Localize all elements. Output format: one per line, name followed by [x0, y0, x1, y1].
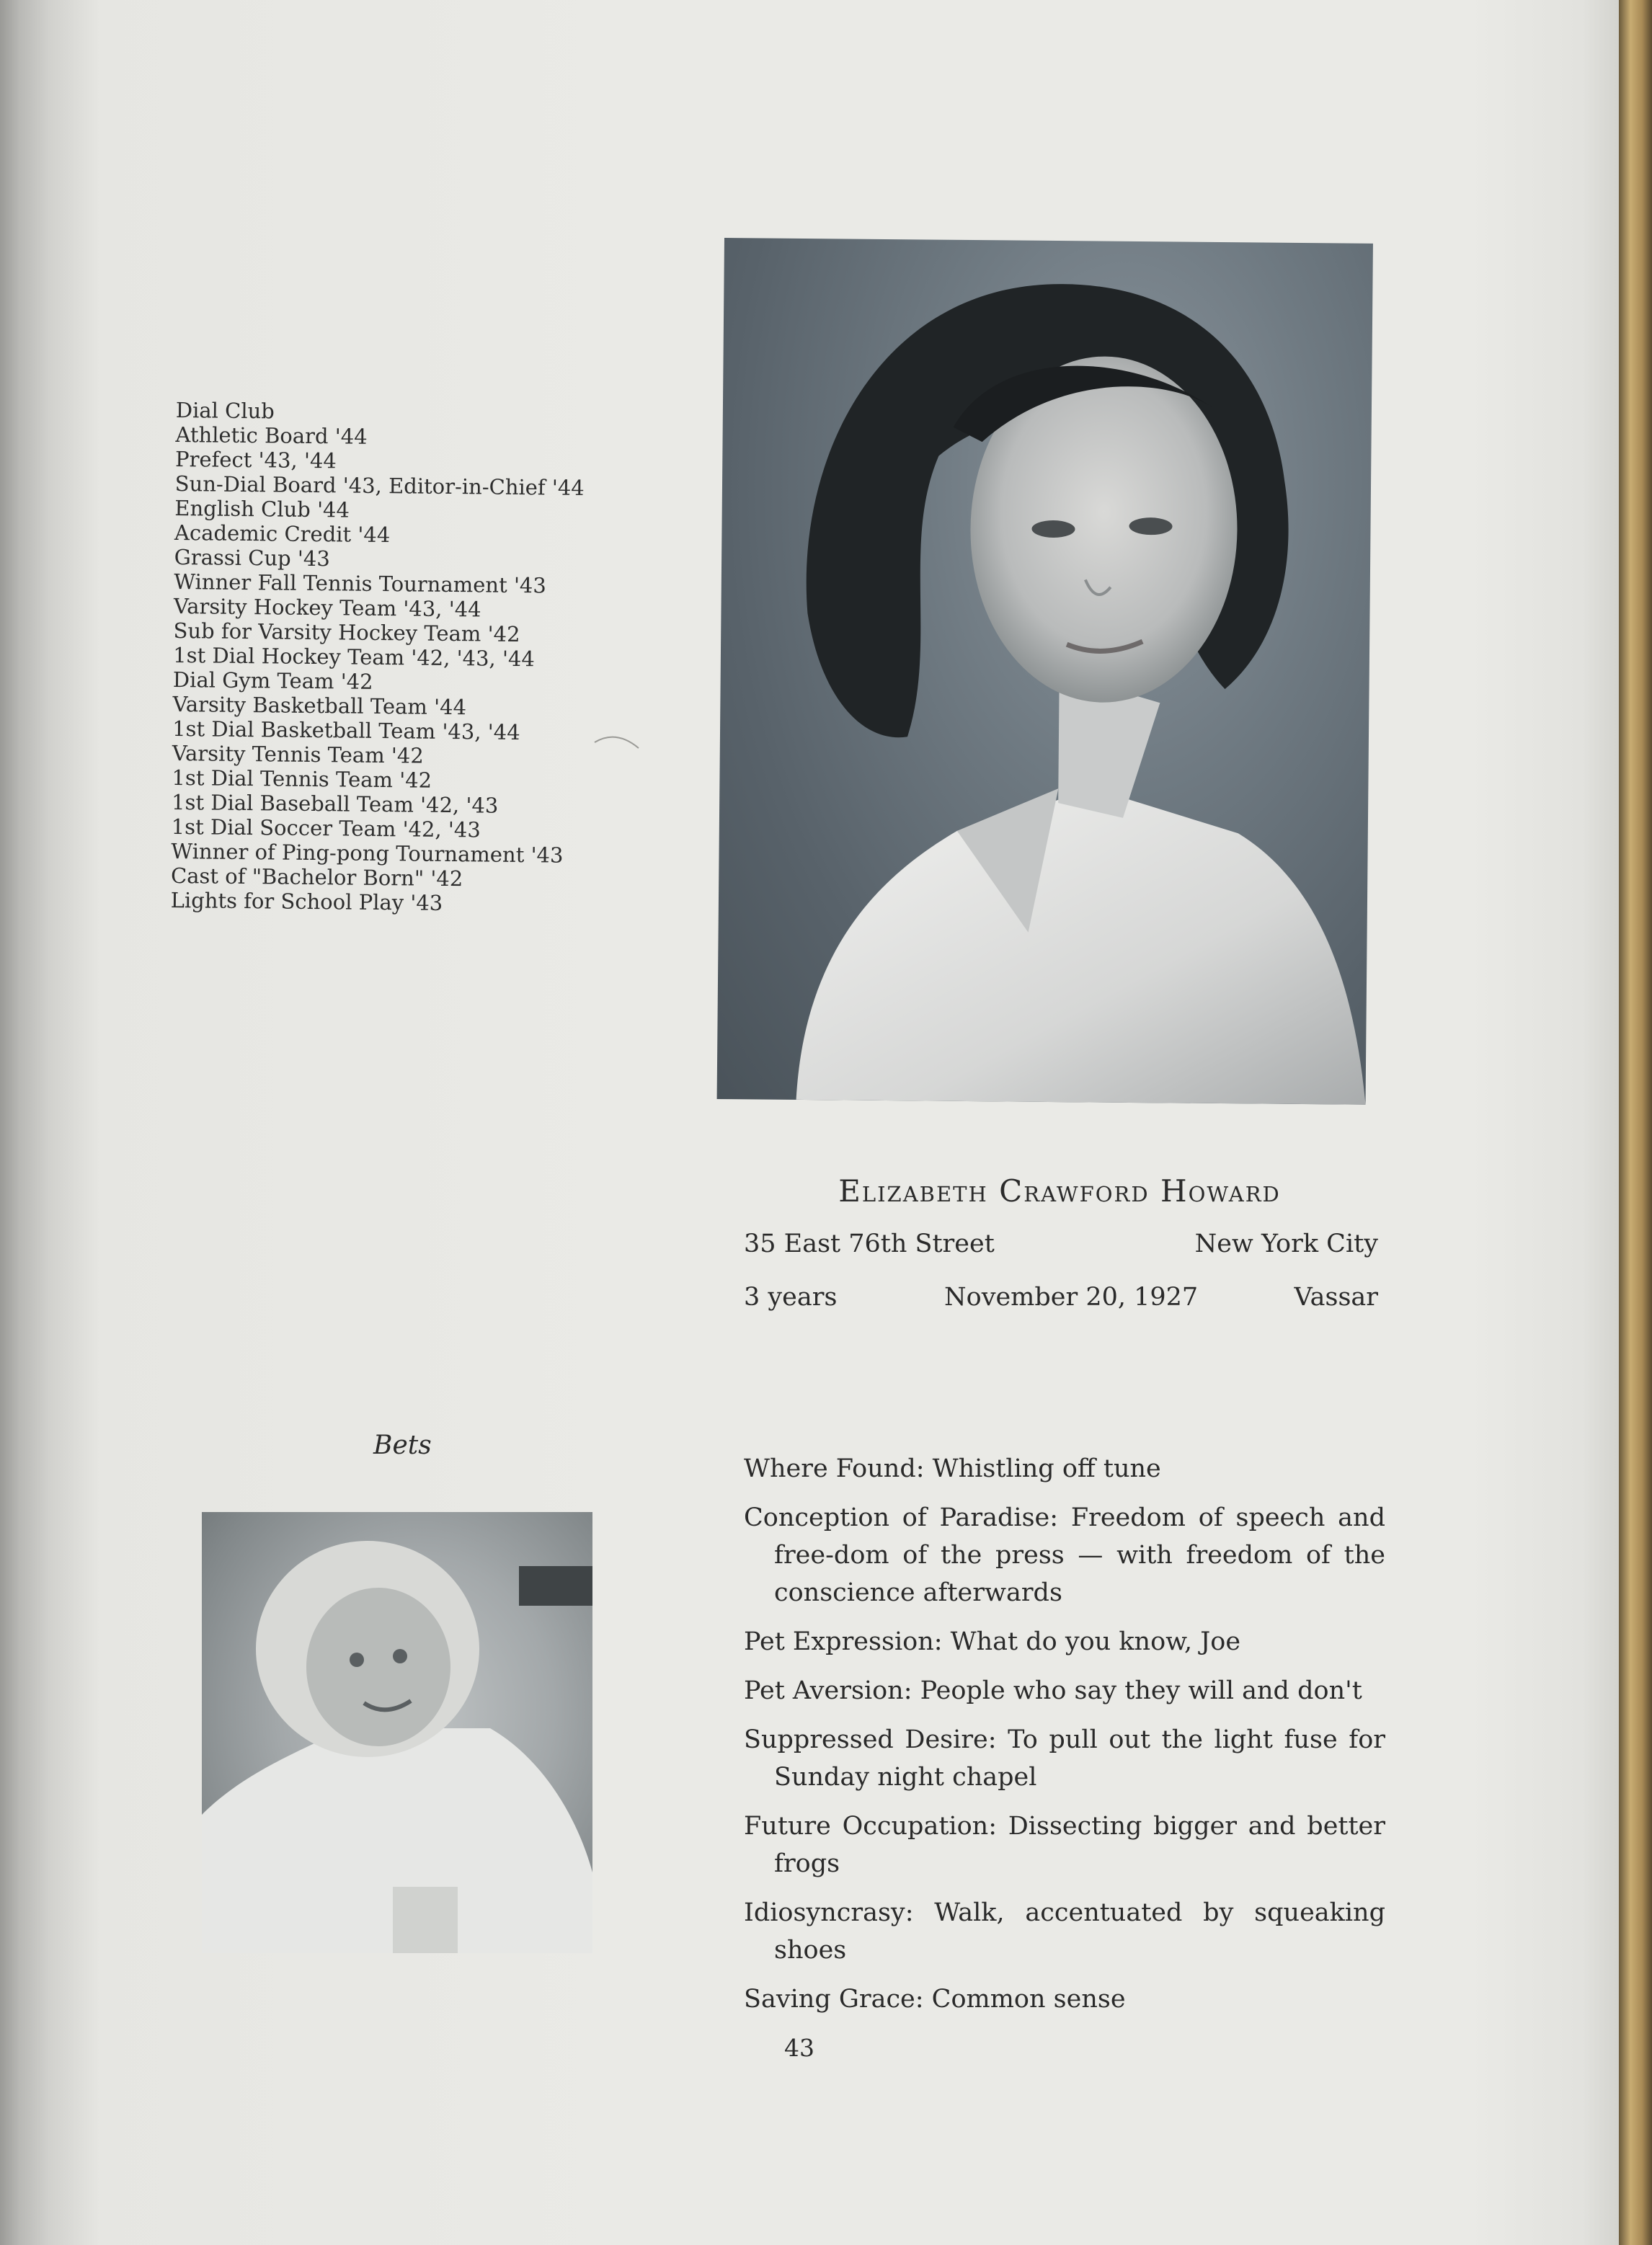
activity-item: Athletic Board '44	[175, 422, 368, 449]
activity-item: Sub for Varsity Hockey Team '42	[173, 618, 520, 647]
activity-item: 1st Dial Baseball Team '42, '43	[171, 789, 499, 818]
book-cover-edge	[1619, 0, 1652, 2245]
activity-item: Dial Club	[175, 398, 275, 424]
traits-list	[744, 1450, 1385, 2030]
activities-list	[171, 398, 680, 917]
activity-item: 1st Dial Basketball Team '43, '44	[172, 716, 520, 745]
activity-item: 1st Dial Hockey Team '42, '43, '44	[173, 642, 536, 672]
trait-idiosyncrasy: Idiosyncrasy: Walk, accentuated by squeaking shoes	[744, 1898, 1385, 1965]
birth-date: November 20, 1927	[944, 1283, 1199, 1312]
trait-where-found: Where Found: Whistling off tune	[744, 1454, 1161, 1483]
activity-item: 1st Dial Tennis Team '42	[172, 765, 432, 793]
activity-item: Dial Gym Team '42	[172, 667, 373, 694]
address: 35 East 76th Street	[744, 1230, 995, 1258]
gutter-shadow	[0, 0, 101, 2245]
activity-item: Prefect '43, '44	[174, 446, 337, 474]
trait-saving-grace: Saving Grace: Common sense	[744, 1985, 1126, 2014]
activity-item: Grassi Cup '43	[174, 544, 330, 572]
address-row	[744, 1230, 1378, 1266]
details-row	[744, 1283, 1378, 1319]
trait-conception-of-paradise: Conception of Paradise: Freedom of speech and free-dom of the press — with freedom of the conscience afterwards	[744, 1503, 1385, 1607]
activity-item: Winner Fall Tennis Tournament '43	[174, 569, 546, 598]
student-name: Elizabeth Crawford Howard	[838, 1173, 1281, 1209]
childhood-photo	[202, 1512, 592, 1953]
trait-pet-expression: Pet Expression: What do you know, Joe	[744, 1627, 1241, 1656]
trait-pet-aversion: Pet Aversion: People who say they will and don't	[744, 1676, 1362, 1705]
trait-suppressed-desire: Suppressed Desire: To pull out the light fuse for Sunday night chapel	[744, 1725, 1385, 1792]
activity-item: Varsity Hockey Team '43, '44	[173, 593, 481, 622]
activity-item: Varsity Basketball Team '44	[172, 691, 467, 720]
activity-item: Academic Credit '44	[174, 520, 391, 548]
college: Vassar	[1294, 1283, 1378, 1312]
years-attended: 3 years	[744, 1283, 838, 1312]
activity-item: Lights for School Play '43	[170, 887, 443, 915]
city: New York City	[1194, 1230, 1378, 1258]
trait-future-occupation: Future Occupation: Dissecting bigger and better frogs	[744, 1812, 1385, 1878]
activity-item: Winner of Ping-pong Tournament '43	[171, 838, 564, 868]
nickname: Bets	[373, 1431, 432, 1460]
page-number: 43	[784, 2034, 814, 2062]
activity-item: Sun-Dial Board '43, Editor-in-Chief '44	[174, 471, 585, 500]
senior-portrait-photo	[717, 238, 1373, 1105]
activity-item: 1st Dial Soccer Team '42, '43	[171, 814, 481, 843]
activity-item: Varsity Tennis Team '42	[172, 740, 424, 768]
activity-item: Cast of "Bachelor Born" '42	[170, 863, 463, 892]
activity-item: English Club '44	[174, 495, 350, 523]
pencil-mark	[591, 726, 641, 755]
